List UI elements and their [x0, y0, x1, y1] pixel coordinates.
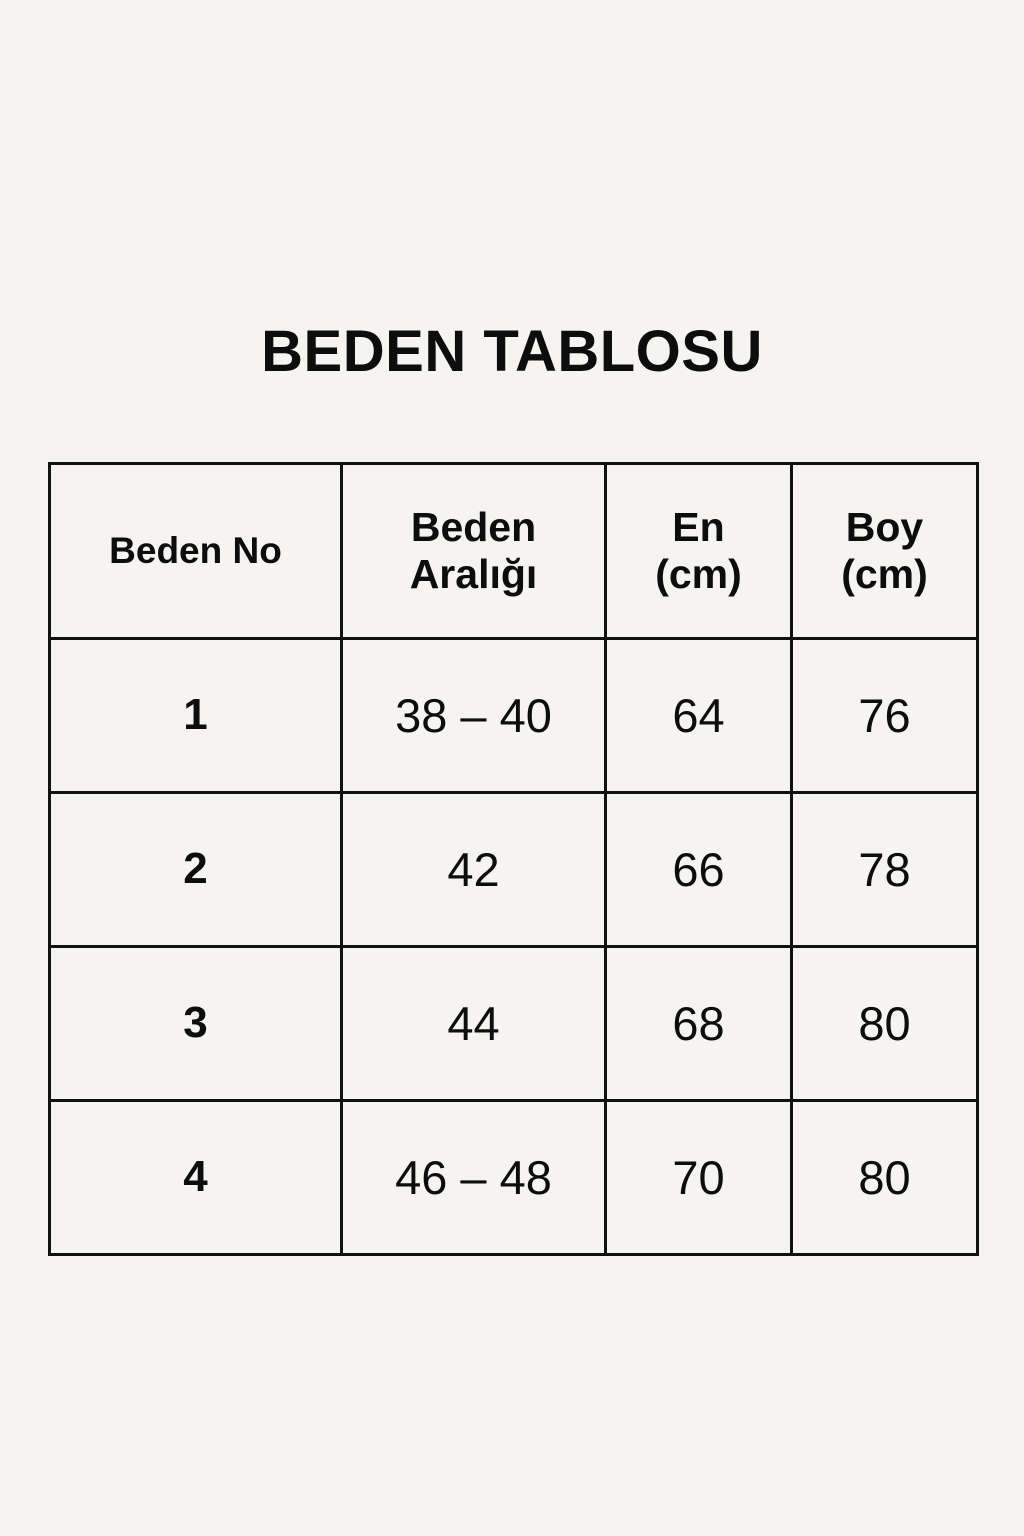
cell-boy: 80 — [792, 947, 978, 1101]
table-row — [50, 793, 978, 947]
size-table — [48, 462, 979, 1256]
cell-beden-no: 1 — [50, 639, 342, 793]
cell-beden-no: 4 — [50, 1101, 342, 1255]
table-row — [50, 639, 978, 793]
column-header-boy-line-2: (cm) — [841, 551, 928, 597]
column-header-en-line-1: En — [672, 503, 725, 550]
cell-boy: 76 — [792, 639, 978, 793]
table-row — [50, 1101, 978, 1255]
column-header-boy — [792, 464, 978, 639]
page-title: BEDEN TABLOSU — [261, 319, 763, 384]
size-table-container — [48, 462, 976, 1256]
column-header-beden-no-line-1: Beden No — [109, 529, 282, 571]
cell-beden-araligi: 42 — [342, 793, 606, 947]
cell-beden-no: 2 — [50, 793, 342, 947]
cell-boy: 80 — [792, 1101, 978, 1255]
column-header-beden-araligi — [342, 464, 606, 639]
table-row — [50, 947, 978, 1101]
cell-beden-no: 3 — [50, 947, 342, 1101]
column-header-beden-araligi-line-1: Beden — [410, 503, 537, 550]
cell-beden-araligi: 44 — [342, 947, 606, 1101]
table-header-row — [50, 464, 978, 639]
cell-beden-araligi: 46 – 48 — [342, 1101, 606, 1255]
column-header-en — [606, 464, 792, 639]
column-header-beden-no — [50, 464, 342, 639]
column-header-beden-araligi-line-2: Aralığı — [409, 551, 538, 597]
column-header-boy-line-1: Boy — [845, 503, 924, 550]
cell-en: 64 — [606, 639, 792, 793]
cell-en: 70 — [606, 1101, 792, 1255]
cell-en: 68 — [606, 947, 792, 1101]
column-header-en-line-2: (cm) — [655, 551, 742, 597]
cell-beden-araligi: 38 – 40 — [342, 639, 606, 793]
cell-boy: 78 — [792, 793, 978, 947]
cell-en: 66 — [606, 793, 792, 947]
